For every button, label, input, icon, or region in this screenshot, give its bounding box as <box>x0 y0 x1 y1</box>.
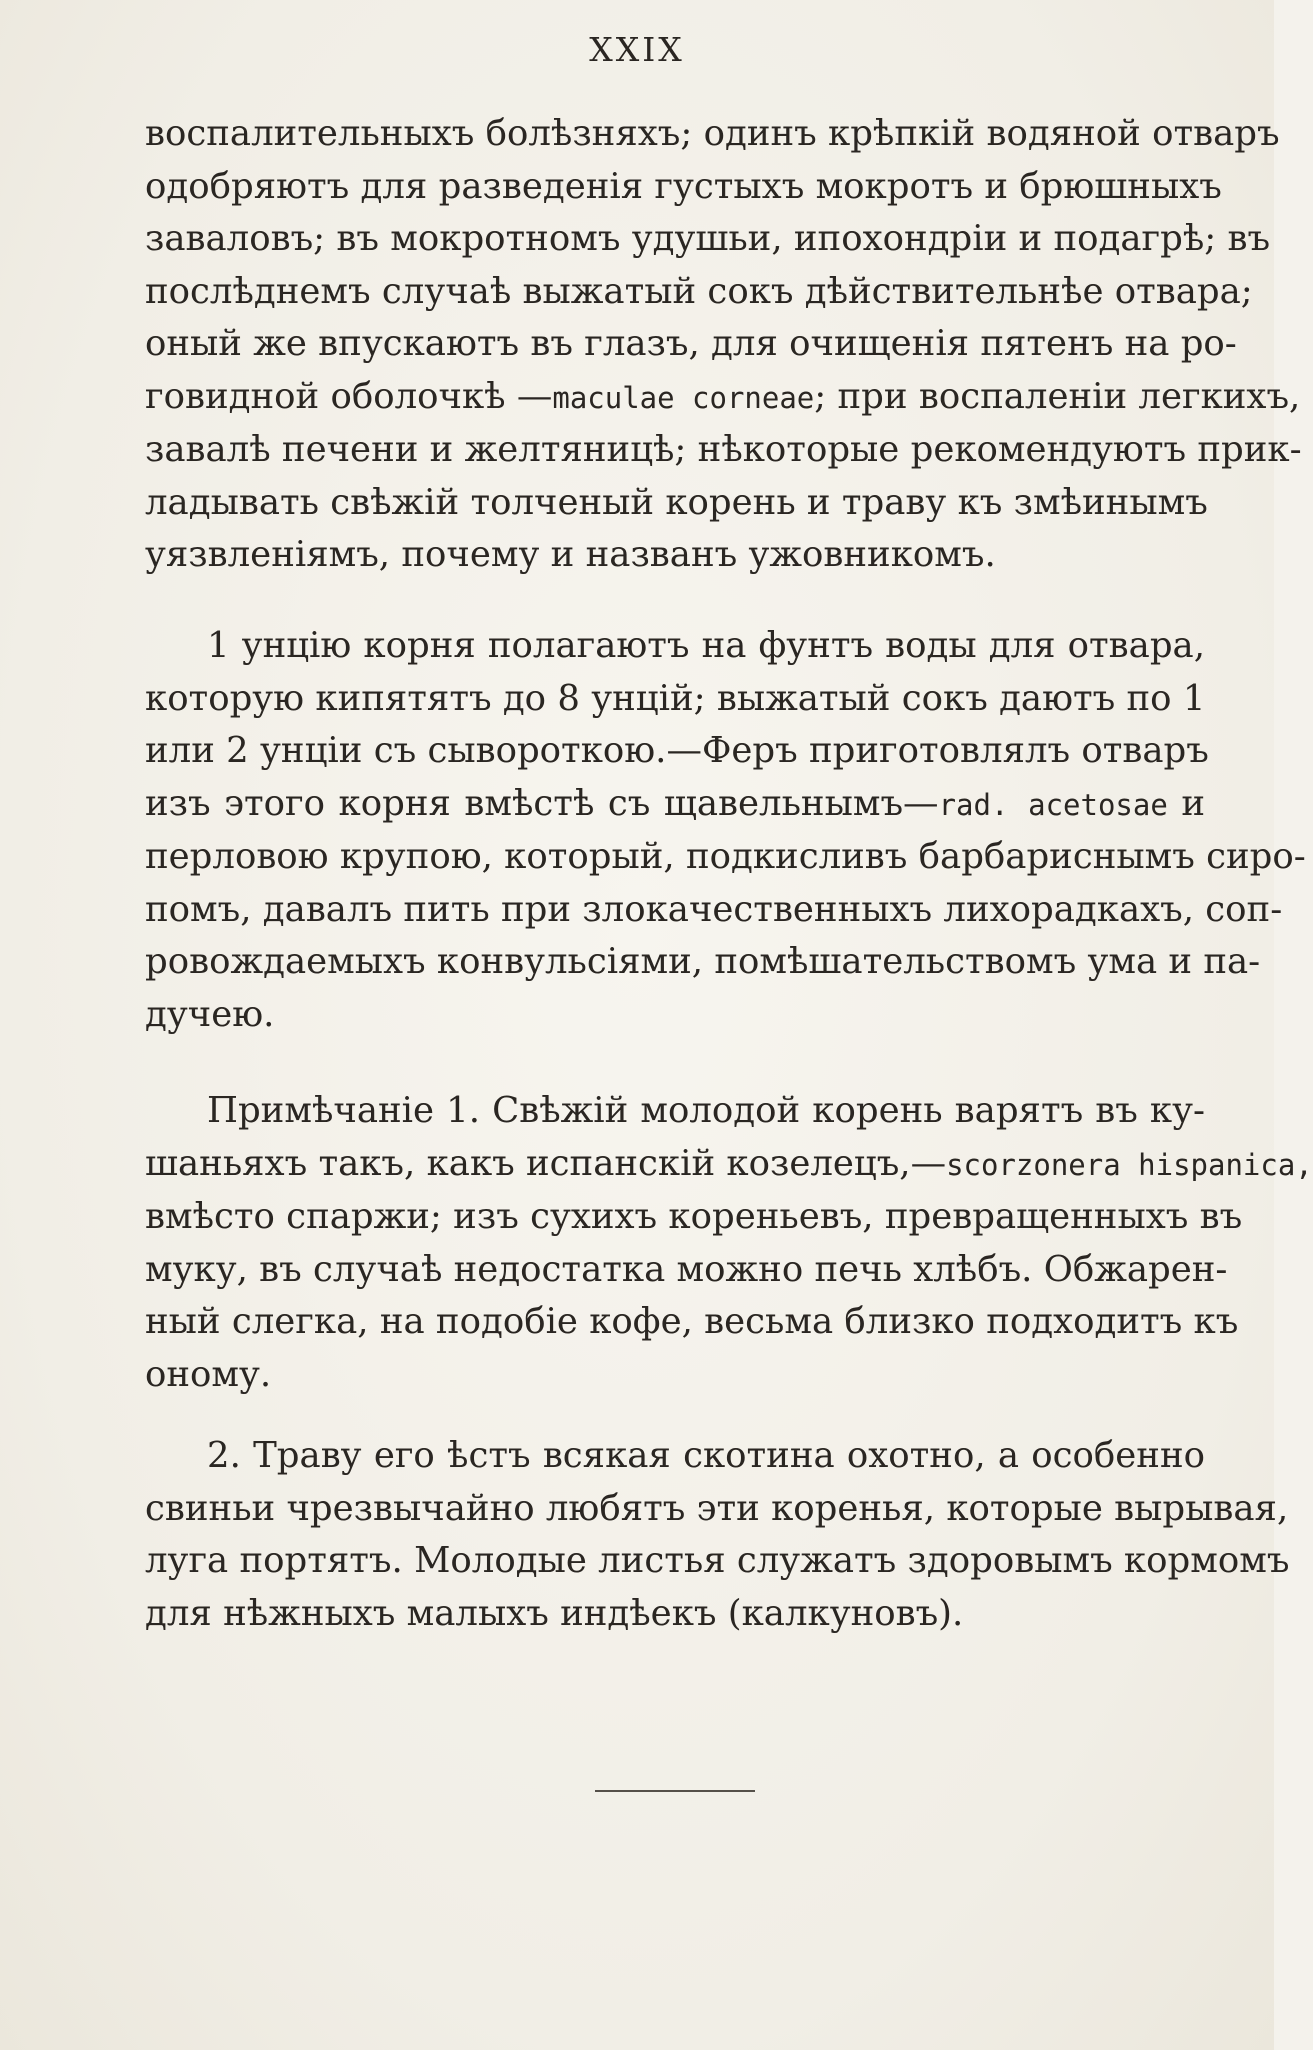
latin-term: rad. acetosae <box>938 787 1168 822</box>
text-line <box>145 1138 1313 1192</box>
section-divider <box>595 1790 755 1792</box>
paragraph-1 <box>145 108 1302 582</box>
text-fragment: шаньяхъ такъ, какъ испанскій козелецъ,— <box>145 1142 947 1184</box>
latin-term: maculae corneae <box>552 380 815 415</box>
page-number: XXIX <box>589 30 685 69</box>
text-line: для нѣжныхъ малыхъ индѣекъ (калкуновъ). <box>145 1592 964 1634</box>
text-line: помъ, давалъ пить при злокачественныхъ лихорадкахъ, соп- <box>145 888 1283 930</box>
paragraph-3-note <box>145 1085 1313 1401</box>
text-line: дучею. <box>145 993 275 1035</box>
text-line: свиньи чрезвычайно любятъ эти коренья, которые вырывая, <box>145 1487 1289 1529</box>
text-line: ладывать свѣжій толченый корень и траву къ змѣинымъ <box>145 481 1208 523</box>
text-line: уязвленіямъ, почему и нaзванъ ужовникомъ. <box>145 534 996 575</box>
text-line: воспалительныхъ болѣзняхъ; одинъ крѣпкій водяной отваръ <box>145 113 1280 154</box>
text-line: которую кипятятъ до 8 унцій; выжатый сокъ даютъ по 1 <box>145 677 1206 719</box>
text-line: или 2 унціи съ сывороткою.—Феръ приготовлялъ отваръ <box>145 730 1209 771</box>
text-line: заваловъ; въ мокротномъ удушьи, ипохондріи и подагрѣ; въ <box>145 218 1271 259</box>
text-line: 2. Траву его ѣстъ всякая скотина охотно, а особенно <box>207 1435 1205 1476</box>
text-line: ный слегка, на подобіе кофе, весьма близко подходитъ къ <box>145 1301 1239 1342</box>
text-line: оный же впускаютъ въ глазъ, для очищенія пятенъ на ро- <box>145 323 1237 364</box>
text-line: Примѣчаніе 1. Свѣжій молодой корень варятъ въ ку- <box>207 1090 1205 1131</box>
text-line: ровождаемыхъ конвульсіями, помѣшательствомъ ума и па- <box>145 941 1261 982</box>
text-line <box>145 371 1301 425</box>
text-line: перловою крупою, который, подкисливъ барбариснымъ сиро- <box>145 836 1306 877</box>
text-line: завалѣ печени и желтяницѣ; нѣкоторые рекомендуютъ прик- <box>145 429 1302 470</box>
text-line: послѣднемъ случаѣ выжатый сокъ дѣйствительнѣе отвара; <box>145 270 1253 312</box>
text-line: луга портятъ. Молодые листья служатъ здоровымъ кормомъ <box>145 1540 1290 1581</box>
paragraph-4-note <box>145 1430 1290 1640</box>
text-fragment: и <box>1167 782 1205 824</box>
text-fragment: говидной оболочкѣ — <box>145 375 553 417</box>
text-line: 1 унцію корня полагаютъ на фунтъ воды для отвара, <box>207 625 1205 666</box>
text-line: оному. <box>145 1353 272 1395</box>
text-line: муку, въ случаѣ недостатка можно печь хлѣбъ. Обжарен- <box>145 1248 1228 1290</box>
text-fragment: изъ этого корня вмѣстѣ съ щавельнымъ— <box>145 782 939 824</box>
latin-term: scorzonera hispanica, <box>946 1147 1313 1182</box>
paragraph-2 <box>145 620 1306 1041</box>
text-line <box>145 778 1205 832</box>
text-line: вмѣсто спаржи; изъ сухихъ кореньевъ, превращенныхъ въ <box>145 1196 1243 1237</box>
text-line: одобряютъ для разведенія густыхъ мокротъ и брюшныхъ <box>145 165 1222 207</box>
text-fragment: ; при воспаленіи легкихъ, <box>814 375 1301 417</box>
